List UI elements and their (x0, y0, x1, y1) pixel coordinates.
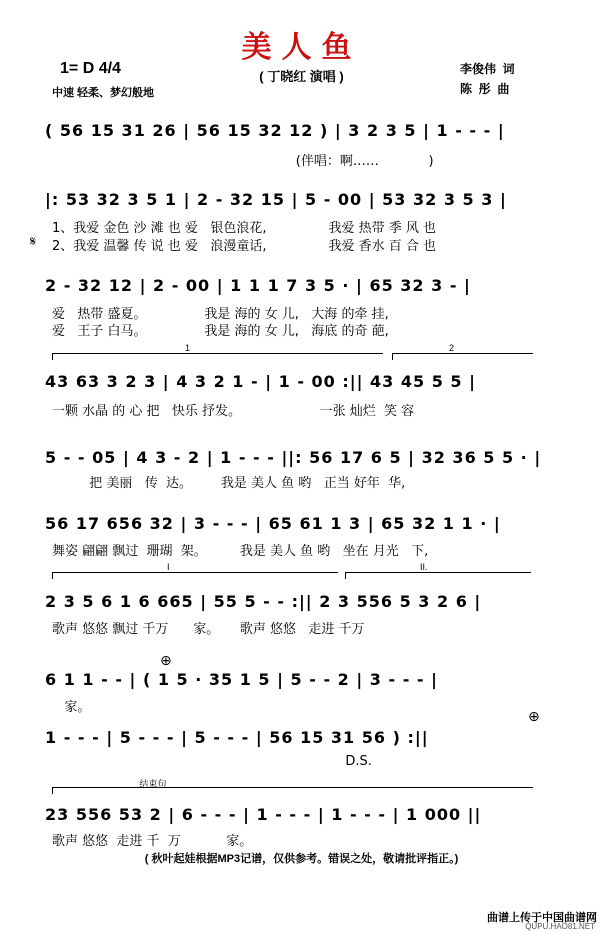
coda-icon: ⊕ (160, 652, 172, 668)
lyric-line-2a: 1、我爱 金色 沙 滩 也 爱 银色浪花, 我爱 热带 季 风 也 (52, 221, 436, 236)
composer-credit: 陈 彤 曲 (460, 82, 510, 96)
lyric-line-1a: (伴唱：啊…… ) (52, 154, 434, 169)
score-line-3: 2 - 32 12 | 2 - 00 | 1 1 1 7 3 5 · | 65 32 3 - | (45, 276, 471, 295)
lyric-line-5a: 把 美丽 传 达。 我是 美人 鱼 哟 正当 好年 华, (52, 476, 406, 491)
lyric-line-7a: 歌声 悠悠 飘过 千万 家。 歌声 悠悠 走进 千万 (52, 622, 365, 637)
lyric-line-9a: D.S. (52, 754, 372, 769)
singer-credit: ( 丁晓红 演唱 ) (259, 69, 344, 84)
song-title: 美人鱼 (241, 31, 362, 64)
lyric-line-3b: 爱 王子 白马。 我是 海的 女 儿, 海底 的奇 葩, (52, 324, 389, 339)
lyric-line-2b: 2、我爱 温馨 传 说 也 爱 浪漫童话, 我爱 香水 百 合 也 (52, 239, 436, 254)
lyric-line-6a: 舞姿 翩翩 飘过 珊瑚 架。 我是 美人 鱼 哟 坐在 月光 下, (52, 544, 429, 559)
score-line-8: 6 1 1 - - | ( 1 5 · 35 1 5 | 5 - - 2 | 3 - - - | (45, 670, 438, 689)
score-line-4: 43 63 3 2 3 | 4 3 2 1 - | 1 - 00 :|| 43 45 5 5 | (45, 372, 476, 391)
score-line-9: 1 - - - | 5 - - - | 5 - - - | 56 15 31 56 ) :|| (45, 728, 429, 747)
score-line-5: 5 - - 05 | 4 3 - 2 | 1 - - - ||: 56 17 6 5 | 32 36 5 5 · | (45, 448, 542, 467)
segno-icon: 𝄋 (30, 233, 37, 249)
lyric-line-10a: 歌声 悠悠 走进 千 万 家。 (52, 834, 253, 849)
lyric-line-8a: 家。 (52, 700, 91, 715)
volta-I: I (52, 572, 338, 579)
score-line-7: 2 3 5 6 1 6 665 | 55 5 - - :|| 2 3 556 5 3 2 6 | (45, 592, 482, 611)
volta-1: 1 (52, 353, 383, 360)
site-url: QUPU.HAO81.NET (525, 922, 595, 931)
tempo-marking: 中速 轻柔、梦幻般地 (52, 87, 155, 99)
score-line-6: 56 17 656 32 | 3 - - - | 65 61 1 3 | 65 32 1 1 · | (45, 514, 501, 533)
ending-bracket: 结束句 (52, 787, 533, 794)
volta-2: 2 (392, 353, 533, 360)
volta-II: II. (345, 572, 531, 579)
score-line-2: |: 53 32 3 5 1 | 2 - 32 15 | 5 - 00 | 53 32 3 5 3 | (45, 190, 507, 209)
transcription-note: ( 秋叶起娃根据MP3记谱，仅供参考。错误之处，敬请批评指正。) (144, 853, 459, 865)
score-line-10: 23 556 53 2 | 6 - - - | 1 - - - | 1 - - - | 1 000 || (45, 805, 482, 824)
site-footer: 曲谱上传于中国曲谱网 (487, 912, 597, 924)
coda-icon-2: ⊕ (528, 708, 540, 724)
lyricist-credit: 李俊伟 词 (460, 62, 515, 76)
key-signature: 1= D 4/4 (60, 60, 121, 77)
lyric-line-4a: 一颗 水晶 的 心 把 快乐 抒发。 一张 灿烂 笑 容 (52, 404, 415, 419)
score-line-1: ( 56 15 31 26 | 56 15 32 12 ) | 3 2 3 5 | 1 - - - | (45, 121, 505, 140)
lyric-line-3a: 爱 热带 盛夏。 我是 海的 女 儿, 大海 的牵 挂, (52, 307, 389, 322)
